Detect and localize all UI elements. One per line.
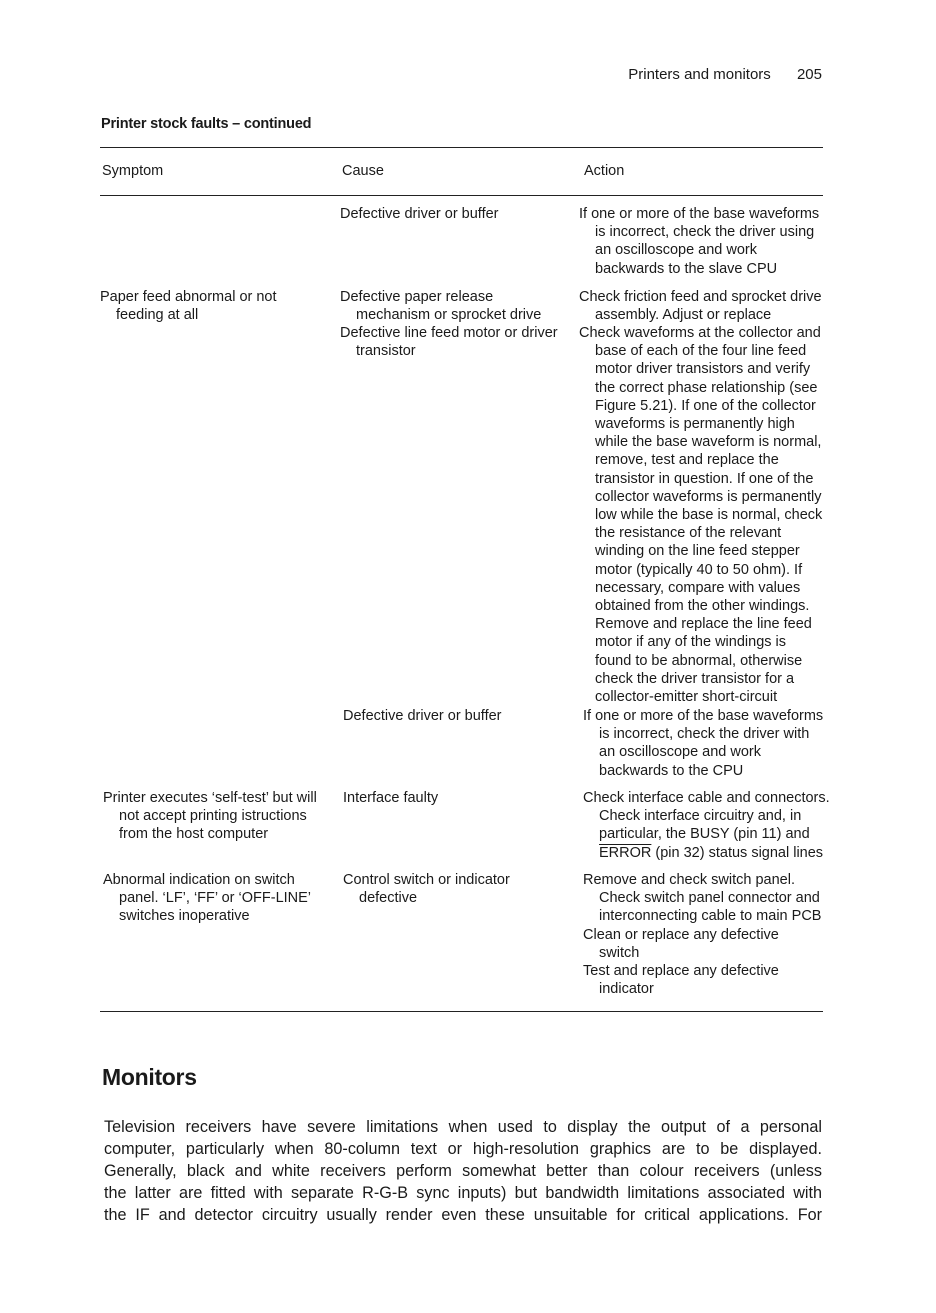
column-header-action: Action [584, 163, 625, 179]
table-row-1-action-1: Check waveforms at the collector and base of each of the four line feed motor driver transistors and verify the correct phase relationship (see Figure 5.21). If one of the collector waveforms is permanently high while the base waveform is normal, remove, test and replace the transistor in question. If one of the collector waveforms is permanently low while the base is normal, check the resistance of the relevant winding on the line feed stepper motor (typically 40 to 50 ohm). If necessary, compare with values obtained from the other windings. Remove and replace the line feed motor if any of the windings is found to be abnormal, otherwise check the driver transistor for a collector-emitter short-circuit [579, 325, 823, 706]
table-title: Printer stock faults – continued [101, 116, 312, 132]
table-row-1-symptom: Paper feed abnormal or not feeding at all [100, 289, 277, 324]
column-header-cause: Cause [342, 163, 384, 179]
table-row-2-cause-0: Interface faulty [343, 790, 439, 806]
section-heading-monitors: Monitors [102, 1064, 197, 1090]
table-row-1-cause-1: Defective line feed motor or driver transistor [340, 325, 558, 360]
column-header-symptom: Symptom [102, 163, 164, 179]
table-row-3-action-0: Remove and check switch panel. Check switch panel connector and interconnecting cable to main PCB [583, 872, 822, 925]
page-number: 205 [796, 66, 822, 83]
running-title: Printers and monitors [628, 66, 771, 83]
running-head [628, 66, 822, 83]
table-row-2-symptom: Printer executes ‘self-test’ but will not accept printing istructions from the host computer [103, 790, 317, 843]
table-row-3-action-2: Test and replace any defective indicator [583, 963, 779, 998]
error-signal-overline: ERROR [599, 844, 652, 861]
table-row-3-cause-0: Control switch or indicator defective [343, 872, 510, 907]
table-header-rule [100, 195, 823, 196]
table-row-1-cause-0: Defective paper release mechanism or sprocket drive [340, 289, 542, 324]
table-row-0-cause-0: Defective driver or buffer [340, 206, 499, 222]
table-row-1-cause-2: Defective driver or buffer [343, 708, 502, 724]
table-bottom-rule [100, 1011, 823, 1012]
table-row-3-symptom: Abnormal indication on switch panel. ‘LF’, ‘FF’ or ‘OFF-LINE’ switches inoperative [103, 872, 312, 925]
table-top-rule [100, 147, 823, 148]
table-row-2-action-0: Check interface cable and connectors. Check interface circuitry and, in particular, the BUSY (pin 11) and ERROR (pin 32) status signal lines [583, 790, 830, 861]
table-row-0-action-0: If one or more of the base waveforms is incorrect, check the driver using an oscilloscope and work backwards to the slave CPU [579, 206, 820, 277]
table-row-3-action-1: Clean or replace any defective switch [583, 927, 779, 962]
table-row-1-action-2: If one or more of the base waveforms is incorrect, check the driver with an oscilloscope and work backwards to the CPU [583, 708, 824, 779]
body-paragraph: Television receivers have severe limitations when used to display the output of a personal computer, particularly when 80-column text or high-resolution graphics are to be displayed. Generally, black and white receivers perform somewhat better than colour receivers (unless the latter are fitted with separate R-G-B sync inputs) but bandwidth limitations associated with the IF and detector circuitry usually render even these unsuitable for critical applications. For [104, 1118, 822, 1224]
table-row-1-action-0: Check friction feed and sprocket drive assembly. Adjust or replace [579, 289, 822, 324]
